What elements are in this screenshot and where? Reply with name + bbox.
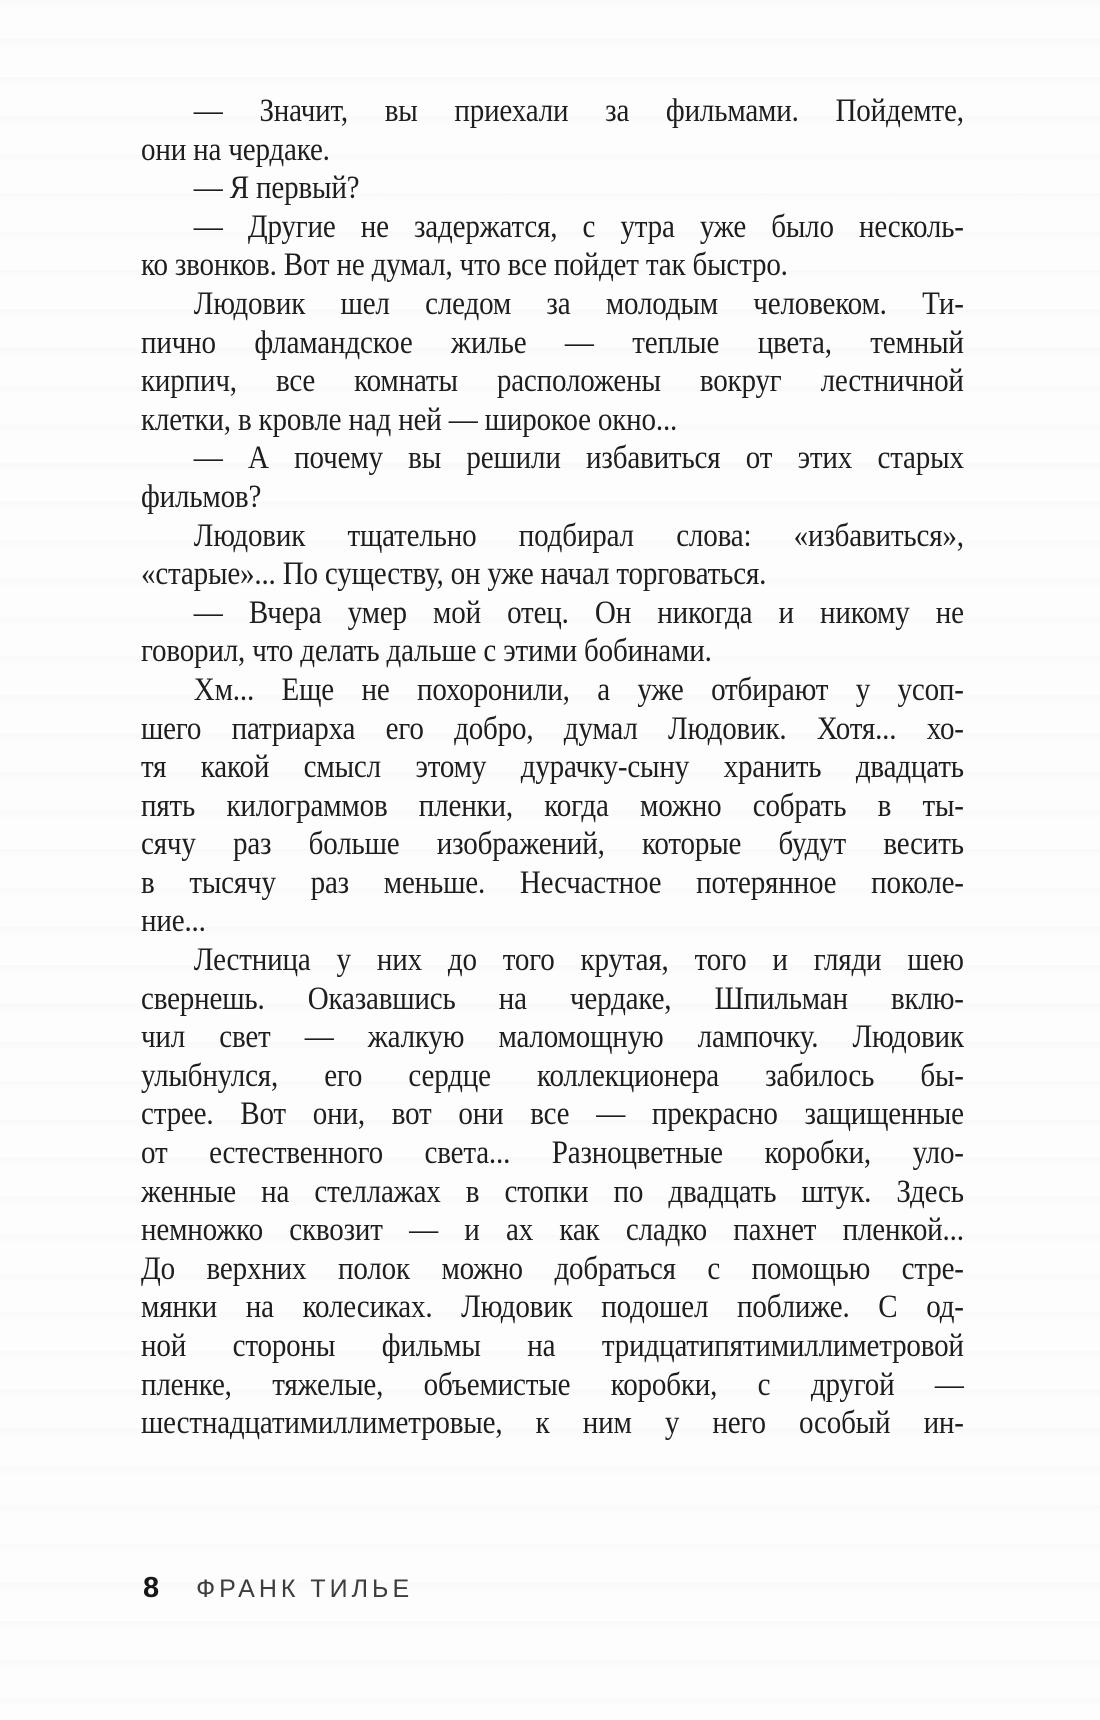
text-line: пично фламандское жилье — теплые цвета, темный	[141, 324, 964, 361]
text-line: Людовик тщательно подбирал слова: «избавиться»,	[193, 517, 964, 554]
text-line: женные на стеллажах в стопки по двадцать штук. Здесь	[141, 1173, 964, 1210]
text-line: Людовик шел следом за молодым человеком. Ти-	[193, 285, 964, 322]
text-line: До верхних полок можно добраться с помощью стре-	[141, 1250, 964, 1287]
text-line: шего патриарха его добро, думал Людовик. Хотя... хо-	[141, 710, 964, 747]
text-line: стрее. Вот они, вот они все — прекрасно защищенные	[141, 1096, 964, 1133]
text-line: — Вчера умер мой отец. Он никогда и никому не	[193, 594, 964, 631]
page-number: 8	[143, 1572, 161, 1604]
text-line: тя какой смысл этому дурачку-сыну хранить двадцать	[141, 749, 964, 786]
text-line: сячу раз больше изображений, которые будут весить	[141, 826, 964, 863]
text-line: в тысячу раз меньше. Несчастное потерянное поколе-	[141, 864, 964, 901]
text-line: — А почему вы решили избавиться от этих старых	[193, 440, 964, 477]
text-line: ко звонков. Вот не думал, что все пойдет так быстро.	[141, 247, 788, 284]
text-line: кирпич, все комнаты расположены вокруг лестничной	[141, 363, 964, 400]
text-line: они на чердаке.	[141, 131, 330, 168]
text-line: — Значит, вы приехали за фильмами. Пойдемте,	[193, 93, 964, 129]
page-text	[141, 92, 964, 1443]
text-line: свернешь. Оказавшись на чердаке, Шпильман вклю-	[141, 980, 964, 1017]
text-line: мянки на колесиках. Людовик подошел поближе. С од-	[141, 1289, 964, 1326]
text-line: чил свет — жалкую маломощную лампочку. Людовик	[141, 1019, 964, 1056]
text-line: фильмов?	[141, 478, 262, 515]
page-footer	[143, 1572, 413, 1605]
text-line: шестнадцатимиллиметровые, к ним у него особый ин-	[141, 1405, 964, 1442]
text-line: пять килограммов пленки, когда можно собрать в ты-	[141, 787, 964, 824]
text-line: немножко сквозит — и ах как сладко пахнет пленкой...	[141, 1212, 964, 1249]
text-line: пленке, тяжелые, объемистые коробки, с другой —	[141, 1366, 964, 1403]
text-line: Хм... Еще не похоронили, а уже отбирают у усоп-	[193, 671, 964, 708]
text-line: «старые»... По существу, он уже начал торговаться.	[141, 556, 767, 593]
text-line: говорил, что делать дальше с этими бобинами.	[141, 633, 712, 670]
running-title: ФРАНК ТИЛЬЕ	[196, 1575, 414, 1603]
text-line: ной стороны фильмы на тридцатипятимиллиметровой	[141, 1328, 964, 1364]
text-line: улыбнулся, его сердце коллекционера забилось бы-	[141, 1057, 964, 1094]
text-line: — Другие не задержатся, с утра уже было несколь-	[193, 208, 964, 245]
text-line: Лестница у них до того крутая, того и гляди шею	[193, 942, 964, 979]
text-line: от естественного света... Разноцветные коробки, уло-	[141, 1135, 964, 1172]
text-line: — Я первый?	[193, 170, 360, 207]
text-line: клетки, в кровле над ней — широкое окно...	[141, 401, 678, 438]
text-line: ние...	[141, 903, 206, 940]
